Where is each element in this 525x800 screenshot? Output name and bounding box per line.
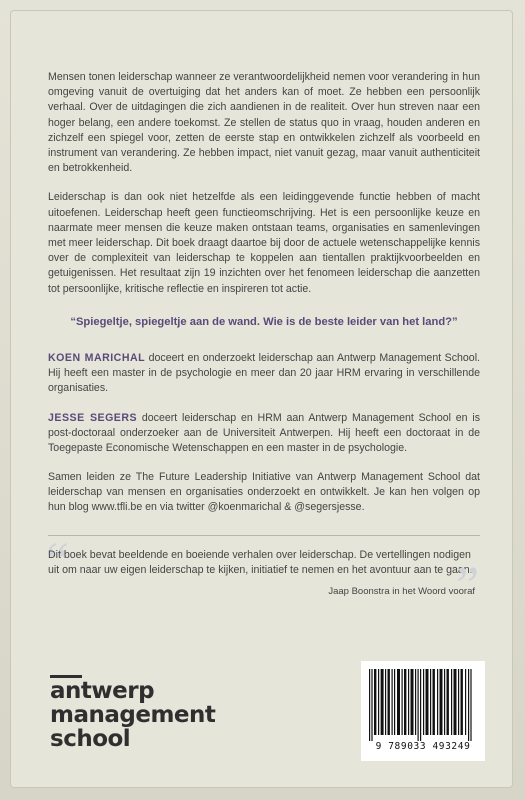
logo-line-2: management school bbox=[50, 702, 216, 752]
author-name-koen: KOEN MARICHAL bbox=[48, 352, 146, 364]
author-bio-koen bbox=[48, 351, 480, 397]
logo-line-1: antwerp bbox=[50, 678, 155, 704]
barcode-bars-icon bbox=[367, 669, 479, 741]
publisher-logo bbox=[50, 679, 280, 751]
blurb-paragraph-1: Mensen tonen leiderschap wanneer ze verantwoordelijkheid nemen voor verandering in hun omgeving vanuit de overtuiging dat het anders kan of moet. Ze hebben een persoonlijk verhaal. Over de uitdagingen die zich aandienen in de realiteit. Over hun streven naar een hoger belang, een andere toekomst. Ze stellen de status quo in vraag, houden anderen en zichzelf een spiegel voor, zetten de eerste stap en ontwikkelen zichzelf als voorbeeld en instrument van verandering. Ze hebben impact, niet vanuit gezag, maar vanuit authenticiteit en betrokkenheid. bbox=[48, 71, 480, 175]
review-quote: Dit boek bevat beeldende en boeiende verhalen over leiderschap. De vertellingen nodigen uit om naar uw eigen leiderschap te kijken, initiatief te nemen en het avontuur aan te gaan. bbox=[48, 549, 473, 576]
joint-bio: Samen leiden ze The Future Leadership Initiative van Antwerp Management School dat leiderschap van mensen en organisaties onderzoekt en ontwikkelt. Je kan hen volgen op hun blog www.tfli.be en via twitter @koenmarichal & @segersjesse. bbox=[48, 471, 480, 514]
divider bbox=[48, 535, 480, 536]
quote-close-icon: ” bbox=[456, 557, 480, 614]
blurb-text bbox=[48, 70, 480, 311]
tagline-quote: “Spiegeltje, spiegeltje aan de wand. Wie is de beste leider van het land?” bbox=[70, 316, 458, 328]
author-name-jesse: JESSE SEGERS bbox=[48, 412, 138, 424]
barcode bbox=[361, 661, 485, 761]
author-bio-text-jesse: doceert leiderschap en HRM aan Antwerp Management School en is post-doctoraal onderzoeker aan de Universiteit Antwerpen. Hij heeft een doctoraat in de Toegepaste Economische Wetenschappen en een master in de psychologie. bbox=[48, 412, 480, 455]
author-bio-jesse bbox=[48, 411, 480, 457]
quote-open-icon: “ bbox=[46, 533, 70, 590]
blurb-paragraph-2: Leiderschap is dan ook niet hetzelfde als een leidinggevende functie hebben of macht uitoefenen. Leiderschap heeft geen functieomschrijving. Het is een persoonlijke keuze en naarmate meer mensen die keuze maken ontstaan teams, organisaties en samenlevingen met meer leiderschap. Dit boek draagt daartoe bij door de actuele wetenschappelijke kennis over de complexiteit van leiderschap te koppelen aan tientallen praktijkvoorbeelden en getuigenissen. Het resultaat zijn 19 inzichten over het fenomeen leiderschap die aanzetten tot persoonlijke, kritische reflectie en inspireren tot actie. bbox=[48, 191, 480, 295]
isbn-number: 9 789033 493249 bbox=[375, 741, 471, 752]
author-bio-text-koen: doceert en onderzoekt leiderschap aan Antwerp Management School. Hij heeft een master in de psychologie en meer dan 20 jaar HRM ervaring in verschillende organisaties. bbox=[48, 352, 480, 395]
review-attribution: Jaap Boonstra in het Woord vooraf bbox=[328, 586, 475, 597]
